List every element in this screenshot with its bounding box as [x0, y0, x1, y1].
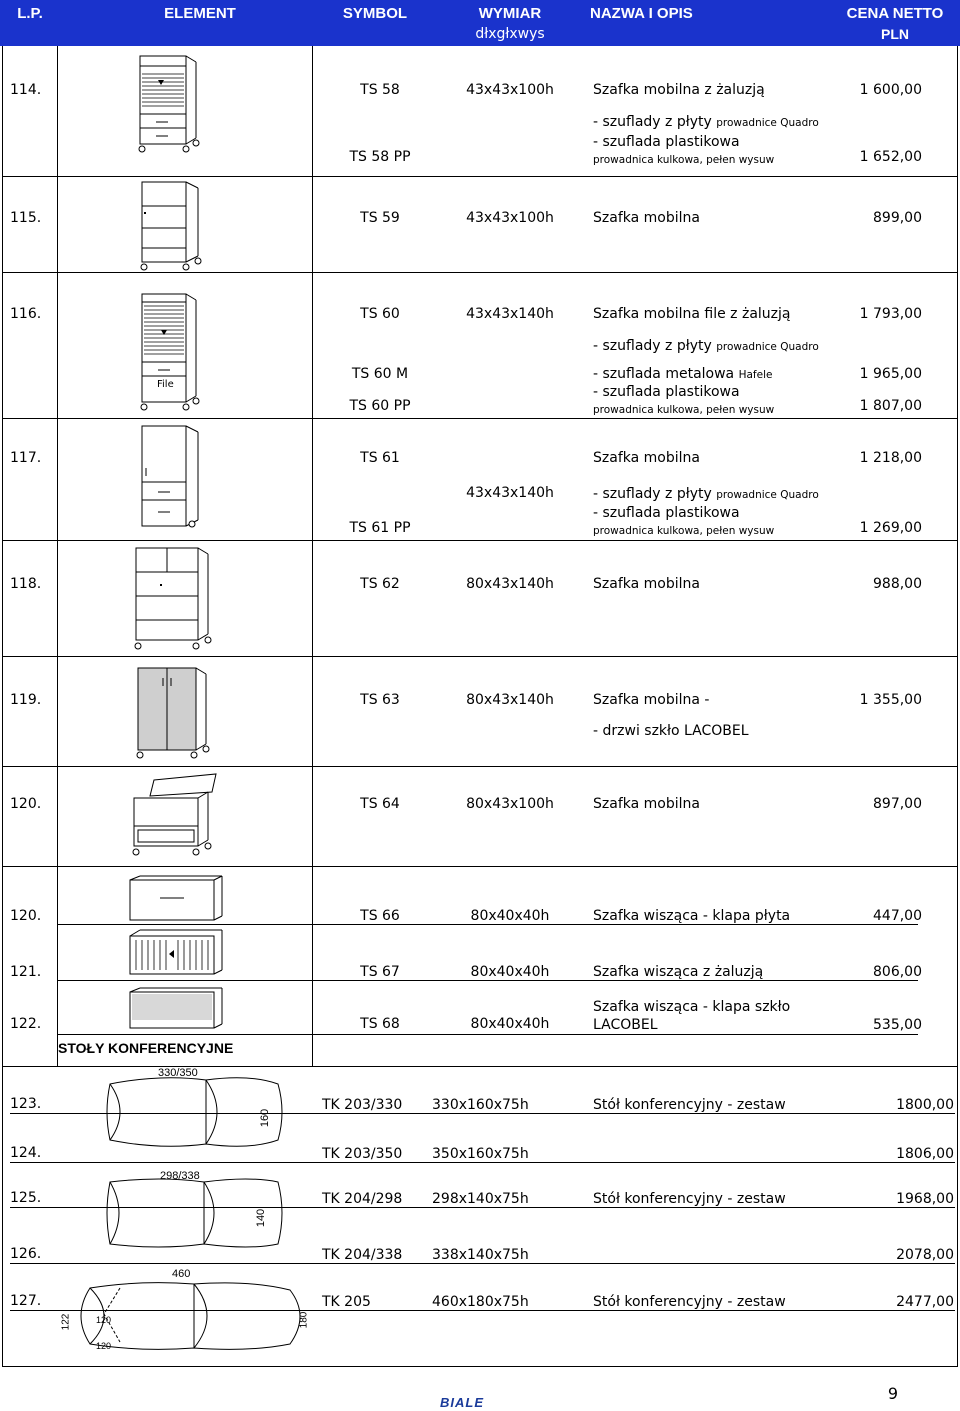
row-price: 1968,00 — [896, 1191, 954, 1207]
option-note: prowadnice Quadro — [716, 117, 819, 129]
cabinet-drawing-ts59 — [132, 178, 212, 272]
row-dimension: 80x40x40h — [470, 1016, 550, 1032]
option-note: prowadnica kulkowa, pełen wysuw — [593, 404, 775, 416]
row-symbol: TK 204/298 — [322, 1191, 403, 1207]
row-underline — [10, 1162, 955, 1163]
row-dimension: 43x43x140h — [466, 485, 554, 501]
row-description-cont: LACOBEL — [593, 1017, 658, 1033]
row-dimension: 350x160x75h — [432, 1146, 529, 1162]
option-symbol: TS 58 PP — [349, 149, 411, 165]
cabinet-drawing-ts67 — [126, 928, 226, 978]
row-symbol: TS 64 — [360, 796, 400, 812]
section-title: STOŁY KONFERENCYJNE — [58, 1040, 234, 1056]
row-symbol: TS 62 — [360, 576, 400, 592]
option-text: - szuflady z płyty — [593, 486, 712, 502]
dimension-label: 120 — [96, 1315, 112, 1325]
row-description: Szafka mobilna — [593, 576, 700, 592]
header-symbol: SYMBOL — [342, 5, 408, 22]
row-dimension: 80x43x140h — [466, 576, 554, 592]
row-price: 535,00 — [873, 1017, 922, 1033]
row-symbol: TS 67 — [360, 964, 400, 980]
row-dimension: 43x43x100h — [466, 82, 554, 98]
row-number: 120. — [10, 908, 42, 924]
row-description: Szafka mobilna — [593, 210, 700, 226]
option-line — [593, 338, 819, 355]
header-cena-sub: PLN — [881, 26, 909, 42]
dimension-label: 140 — [255, 1208, 268, 1228]
dimension-label: 298/338 — [160, 1170, 200, 1182]
row-dimension: 80x40x40h — [470, 908, 550, 924]
dimension-label: 460 — [172, 1268, 191, 1280]
cabinet-drawing-ts64 — [124, 770, 228, 862]
dimension-label: 180 — [298, 1311, 310, 1329]
row-description: Stół konferencyjny - zestaw — [593, 1097, 786, 1113]
row-number: 124. — [10, 1145, 42, 1161]
cabinet-drawing-ts62 — [130, 542, 216, 654]
row-number: 114. — [10, 82, 42, 98]
row-underline — [10, 1263, 955, 1264]
option-line — [593, 114, 819, 131]
row-divider — [2, 766, 957, 767]
option-text: - szuflada plastikowa — [593, 134, 740, 150]
row-symbol: TS 68 — [360, 1016, 400, 1032]
row-dimension: 43x43x100h — [466, 210, 554, 226]
logo-text: BIALE — [440, 1395, 484, 1410]
row-number: 116. — [10, 306, 42, 322]
option-symbol: TS 60 M — [351, 366, 409, 382]
row-underline — [58, 980, 918, 981]
row-symbol: TS 61 — [360, 450, 400, 466]
option-price: 1 807,00 — [859, 398, 922, 414]
header-cena — [830, 4, 960, 44]
row-dimension: 80x40x40h — [470, 964, 550, 980]
option-symbol: TS 60 PP — [349, 398, 411, 414]
row-price: 1 793,00 — [859, 306, 922, 322]
row-number: 115. — [10, 210, 42, 226]
option-symbol: TS 61 PP — [349, 520, 411, 536]
row-symbol: TK 203/350 — [322, 1146, 403, 1162]
dimension-label: 122 — [60, 1313, 72, 1331]
row-price: 1800,00 — [896, 1097, 954, 1113]
row-number: 121. — [10, 964, 42, 980]
row-description: Stół konferencyjny - zestaw — [593, 1191, 786, 1207]
row-description: Szafka wisząca z żaluzją — [593, 964, 764, 980]
row-number: 126. — [10, 1246, 42, 1262]
row-symbol: TS 59 — [360, 210, 400, 226]
option-text: - drzwi szkło LACOBEL — [593, 723, 749, 739]
row-symbol: TK 203/330 — [322, 1097, 403, 1113]
row-price: 447,00 — [873, 908, 922, 924]
dimension-label: 330/350 — [158, 1067, 198, 1079]
option-note: prowadnica kulkowa, pełen wysuw — [593, 154, 775, 166]
option-line — [593, 366, 772, 383]
row-number: 118. — [10, 576, 42, 592]
cabinet-drawing-ts63 — [130, 660, 216, 764]
file-label: File — [157, 379, 174, 390]
row-price: 988,00 — [873, 576, 922, 592]
row-underline — [58, 1034, 918, 1035]
row-symbol: TS 58 — [360, 82, 400, 98]
row-price: 2078,00 — [896, 1247, 954, 1263]
cabinet-drawing-ts60 — [132, 290, 212, 414]
row-price: 2477,00 — [896, 1294, 954, 1310]
row-divider — [2, 176, 957, 177]
row-description: Szafka wisząca - klapa płyta — [593, 908, 791, 924]
option-line — [593, 486, 819, 503]
row-price: 897,00 — [873, 796, 922, 812]
option-note: prowadnice Quadro — [716, 341, 819, 353]
header-element: ELEMENT — [164, 5, 236, 22]
cabinet-drawing-ts66 — [126, 874, 226, 924]
row-description: Szafka mobilna — [593, 796, 700, 812]
page-number: 9 — [887, 1384, 898, 1403]
option-note: Hafele — [738, 369, 773, 381]
row-symbol: TK 205 — [322, 1294, 371, 1310]
brand-logo — [440, 1392, 484, 1411]
option-text: - szuflady z płyty — [593, 338, 712, 354]
row-dimension: 80x43x100h — [466, 796, 554, 812]
option-note: prowadnica kulkowa, pełen wysuw — [593, 525, 775, 537]
row-number: 122. — [10, 1016, 42, 1032]
row-symbol: TS 63 — [360, 692, 400, 708]
header-wymiar-sub: dłxgłxwys — [475, 26, 545, 42]
option-price: 1 965,00 — [859, 366, 922, 382]
row-symbol: TK 204/338 — [322, 1247, 403, 1263]
table-header — [0, 0, 960, 46]
row-divider — [2, 656, 957, 657]
row-divider — [2, 272, 957, 273]
row-dimension: 460x180x75h — [432, 1294, 529, 1310]
header-nazwa: NAZWA I OPIS — [590, 5, 693, 22]
row-number: 117. — [10, 450, 42, 466]
row-price: 1 600,00 — [859, 82, 922, 98]
column-divider — [57, 46, 58, 1066]
header-wymiar-label: WYMIAR — [478, 5, 542, 22]
option-price: 1 652,00 — [859, 149, 922, 165]
row-number: 123. — [10, 1096, 42, 1112]
row-price: 1 355,00 — [859, 692, 922, 708]
row-description: Szafka mobilna — [593, 450, 700, 466]
row-underline — [58, 924, 918, 925]
row-divider — [2, 540, 957, 541]
option-text: - szuflada plastikowa — [593, 384, 740, 400]
option-text: - szuflada plastikowa — [593, 505, 740, 521]
option-note: prowadnice Quadro — [716, 489, 819, 501]
dimension-label: 120 — [96, 1341, 112, 1351]
row-number: 120. — [10, 796, 42, 812]
row-divider — [2, 866, 957, 867]
cabinet-drawing-ts68 — [126, 986, 226, 1032]
header-lp: L.P. — [17, 5, 43, 22]
row-price: 899,00 — [873, 210, 922, 226]
dimension-label: 160 — [259, 1108, 272, 1128]
row-description: Szafka mobilna - — [593, 692, 710, 708]
row-symbol: TS 66 — [360, 908, 400, 924]
row-dimension: 338x140x75h — [432, 1247, 529, 1263]
row-description: Szafka mobilna file z żaluzją — [593, 306, 791, 322]
row-number: 119. — [10, 692, 42, 708]
row-description: Szafka wisząca - klapa szkło — [593, 999, 791, 1015]
option-price: 1 269,00 — [859, 520, 922, 536]
row-dimension: 298x140x75h — [432, 1191, 529, 1207]
option-text: - szuflady z płyty — [593, 114, 712, 130]
row-price: 806,00 — [873, 964, 922, 980]
row-price: 1806,00 — [896, 1146, 954, 1162]
header-wymiar — [455, 4, 565, 44]
row-dimension: 80x43x140h — [466, 692, 554, 708]
option-text: - szuflada metalowa — [593, 366, 735, 382]
row-description: Szafka mobilna z żaluzją — [593, 82, 765, 98]
row-price: 1 218,00 — [859, 450, 922, 466]
row-divider — [2, 418, 957, 419]
row-number: 125. — [10, 1190, 42, 1206]
row-description: Stół konferencyjny - zestaw — [593, 1294, 786, 1310]
cabinet-drawing-ts61 — [132, 420, 212, 538]
header-cena-label: CENA NETTO — [846, 5, 944, 22]
row-dimension: 330x160x75h — [432, 1097, 529, 1113]
row-number: 127. — [10, 1293, 42, 1309]
cabinet-drawing-ts58 — [128, 52, 208, 158]
row-symbol: TS 60 — [360, 306, 400, 322]
row-dimension: 43x43x140h — [466, 306, 554, 322]
